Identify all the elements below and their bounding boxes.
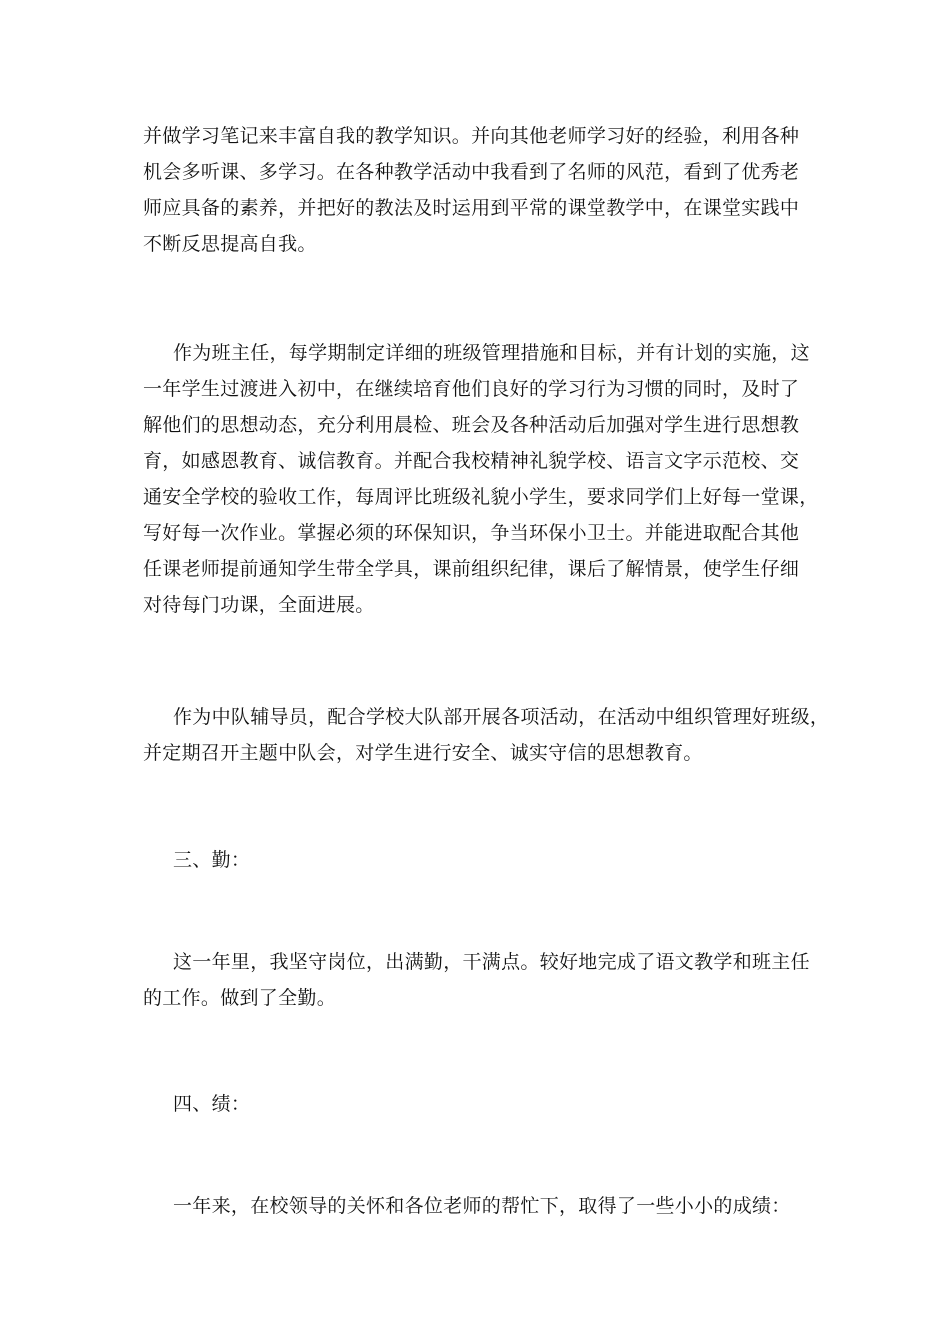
section-heading-ji: 四、绩： <box>173 1093 251 1115</box>
paragraph-5-line-1: 一年来，在校领导的关怀和各位老师的帮忙下，取得了一些小小的成绩： <box>173 1195 791 1217</box>
paragraph-2-line-1: 作为班主任，每学期制定详细的班级管理措施和目标，并有计划的实施，这 <box>173 342 810 364</box>
paragraph-1-line-2: 机会多听课、多学习。在各种教学活动中我看到了名师的风范，看到了优秀老 <box>143 161 800 183</box>
paragraph-2-line-5: 通安全学校的验收工作，每周评比班级礼貌小学生，要求同学们上好每一堂课， <box>143 486 819 508</box>
paragraph-2-line-6: 写好每一次作业。掌握必须的环保知识，争当环保小卫士。并能进取配合其他 <box>143 522 800 544</box>
paragraph-2-line-2: 一年学生过渡进入初中，在继续培育他们良好的学习行为习惯的同时，及时了 <box>143 378 800 400</box>
paragraph-3-line-1: 作为中队辅导员，配合学校大队部开展各项活动，在活动中组织管理好班级， <box>173 706 830 728</box>
paragraph-2-line-4: 育，如感恩教育、诚信教育。并配合我校精神礼貌学校、语言文字示范校、交 <box>143 450 800 472</box>
paragraph-3-line-2: 并定期召开主题中队会，对学生进行安全、诚实守信的思想教育。 <box>143 742 703 764</box>
paragraph-4-line-1: 这一年里，我坚守岗位，出满勤，干满点。较好地完成了语文教学和班主任 <box>173 951 810 973</box>
paragraph-1-line-1: 并做学习笔记来丰富自我的教学知识。并向其他老师学习好的经验，利用各种 <box>143 125 800 147</box>
paragraph-2-line-7: 任课老师提前通知学生带全学具，课前组织纪律，课后了解情景，使学生仔细 <box>143 558 800 580</box>
paragraph-1-line-4: 不断反思提高自我。 <box>143 233 317 255</box>
paragraph-2-line-3: 解他们的思想动态，充分利用晨检、班会及各种活动后加强对学生进行思想教 <box>143 414 800 436</box>
paragraph-4-line-2: 的工作。做到了全勤。 <box>143 987 337 1009</box>
section-heading-qin: 三、勤： <box>173 849 251 871</box>
paragraph-2-line-8: 对待每门功课，全面进展。 <box>143 594 375 616</box>
paragraph-1-line-3: 师应具备的素养，并把好的教法及时运用到平常的课堂教学中，在课堂实践中 <box>143 197 800 219</box>
